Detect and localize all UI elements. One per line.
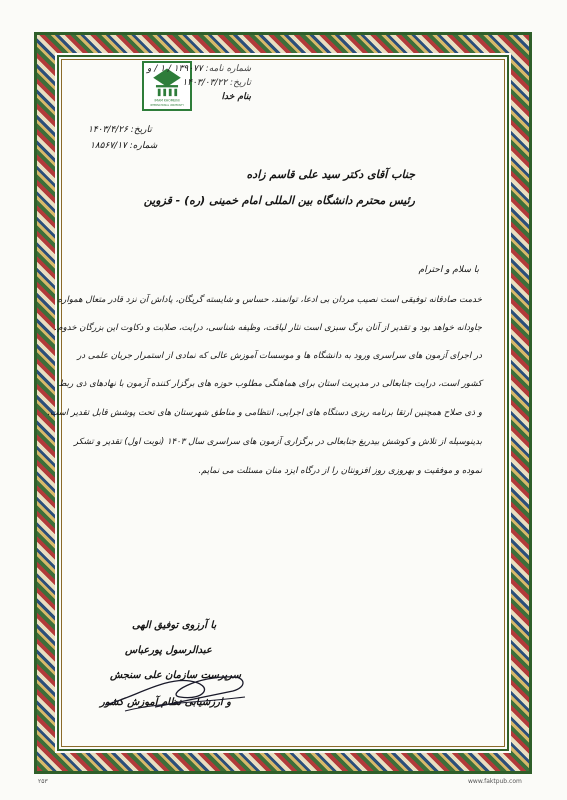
body-line-4: کشور است، درایت جنابعالی در مدیریت استان برای هماهنگی مطلوب حوزه های برگزار کننده آزمون با نهادهای ذی ربط: [58, 379, 482, 389]
body-line-6: بدینوسیله از تلاش و کوشش بیدریغ جنابعالی در برگزاری آزمون های سراسری سال ۱۴۰۳ (نوبت اول) تقدیر و تشکر: [74, 437, 482, 447]
signer-title-2: و ارزشیابی نظام آموزش کشور: [100, 697, 231, 708]
invocation: بنام خدا: [221, 92, 251, 102]
stamp-number: شماره: ۱۸۵۶۷/۱۷: [90, 141, 158, 151]
body-line-2: جاودانه خواهد بود و تقدیر از آنان برگ سبزی است نثار لیاقت، وظیفه شناسی، درایت، صلابت و دکاوت این بزرگان خدوم.: [54, 323, 482, 333]
letter-number: شماره نامه: ۱۳۹۰۷۷ / ۱ / و: [147, 64, 251, 74]
footer-right: ۲۵۳: [38, 778, 48, 785]
signer-title-1: سرپرست سازمان علی سنجش: [110, 670, 242, 681]
signature: [95, 667, 255, 715]
body-line-7: نموده و موفقیت و بهروزی روز افزونتان را از درگاه ایزد منان مسئلت می نمایم.: [198, 466, 482, 476]
border-inner-thin: [58, 59, 505, 747]
greeting: با سلام و احترام: [418, 265, 479, 275]
body-line-1: خدمت صادقانه توفیقی است نصیب مردان بی ادعا، توانمند، حساس و شایسته گریگان، پاداش آن نزد قادر متعال همواره: [57, 295, 482, 305]
letter-date: تاریخ: ۱۴۰۳/۰۳/۲۲: [182, 78, 251, 88]
footer-left: www.faktpub.com: [468, 778, 522, 785]
body-line-5: و ذی صلاح همچنین ارتقا برنامه ریزی دستگاه های اجرایی، انتظامی و مناطق شهرستان های تحت پوشش قابل تقدیر است.: [47, 408, 482, 418]
logo-caption-2: INTERNATIONAL UNIVERSITY: [150, 103, 184, 107]
body-line-3: در اجرای آزمون های سراسری ورود به دانشگاه ها و موسسات آموزش عالی که نمادی از استمرار جریان علمی در: [77, 351, 482, 361]
closing-wish: با آرزوی توفیق الهی: [132, 620, 217, 631]
signer-name: عبدالرسول پورعباس: [125, 645, 212, 656]
addressee-name: جناب آقای دکتر سید علی قاسم زاده: [246, 168, 415, 181]
logo-caption-1: IMAM KHOMEINI: [154, 98, 180, 103]
stamp-date: تاریخ: ۱۴۰۳/۴/۲۶: [88, 125, 152, 135]
addressee-title: رئیس محترم دانشگاه بین المللی امام خمینی (ره) - قزوین: [143, 194, 415, 207]
